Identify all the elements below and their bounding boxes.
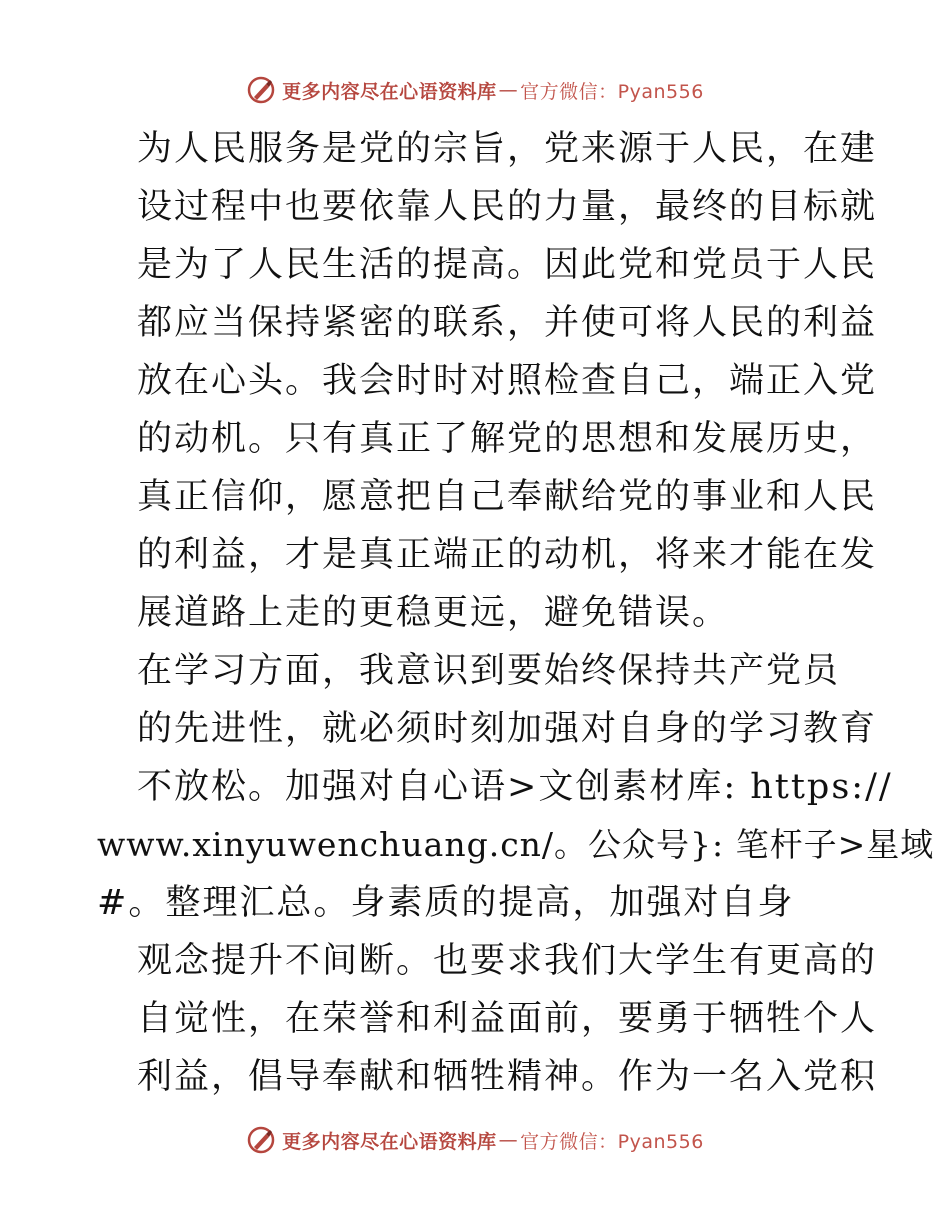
header-banner-separator: —: [498, 79, 519, 101]
footer-banner-text: 更多内容尽在心语资料库: [282, 1130, 497, 1153]
body-line-15: 观念提升不间断。也要求我们大学生有更高的: [137, 941, 878, 981]
page-header-banner: [0, 70, 950, 110]
body-line-14: #。整理汇总。身素质的提高，加强对自身: [97, 883, 795, 923]
body-line-4: 都应当保持紧密的联系，并使可将人民的利益: [137, 303, 878, 343]
body-line-16: 自觉性，在荣誉和利益面前，要勇于牺牲个人: [137, 999, 878, 1039]
body-line-10: 在学习方面，我意识到要始终保持共产党员: [137, 651, 841, 691]
header-banner-content: [246, 75, 704, 105]
body-line-7: 真正信仰，愿意把自己奉献给党的事业和人民: [137, 477, 878, 517]
body-line-6: 的动机。只有真正了解党的思想和发展历史，: [137, 419, 878, 459]
body-line-8: 的利益，才是真正端正的动机，将来才能在发: [137, 535, 878, 575]
body-line-13: www.xinyuwenchuang.cn/。公众号}: 笔杆子>星域: [97, 825, 935, 864]
body-line-17: 利益，倡导奉献和牺牲精神。作为一名入党积: [137, 1057, 878, 1097]
header-contact-text: 官方微信：Pyan556: [520, 80, 704, 103]
body-line-1: 为人民服务是党的宗旨，党来源于人民，在建: [137, 129, 878, 169]
body-line-2: 设过程中也要依靠人民的力量，最终的目标就: [137, 187, 878, 227]
body-line-9: 展道路上走的更稳更远，避免错误。: [137, 593, 730, 633]
footer-banner-content: [246, 1125, 704, 1155]
body-line-11: 的先进性，就必须时刻加强对自身的学习教育: [137, 709, 878, 749]
header-banner-text: 更多内容尽在心语资料库: [282, 80, 497, 103]
body-line-3: 是为了人民生活的提高。因此党和党员于人民: [137, 245, 878, 285]
footer-contact-text: 官方微信：Pyan556: [520, 1130, 704, 1153]
body-line-12: 不放松。加强对自心语>文创素材库: https://: [137, 767, 893, 807]
pen-logo-icon: [246, 75, 276, 105]
body-line-5: 放在心头。我会时时对照检查自己，端正入党: [137, 361, 878, 401]
pen-logo-icon: [246, 1125, 276, 1155]
page-footer-banner: [0, 1120, 950, 1160]
footer-banner-separator: —: [498, 1129, 519, 1151]
